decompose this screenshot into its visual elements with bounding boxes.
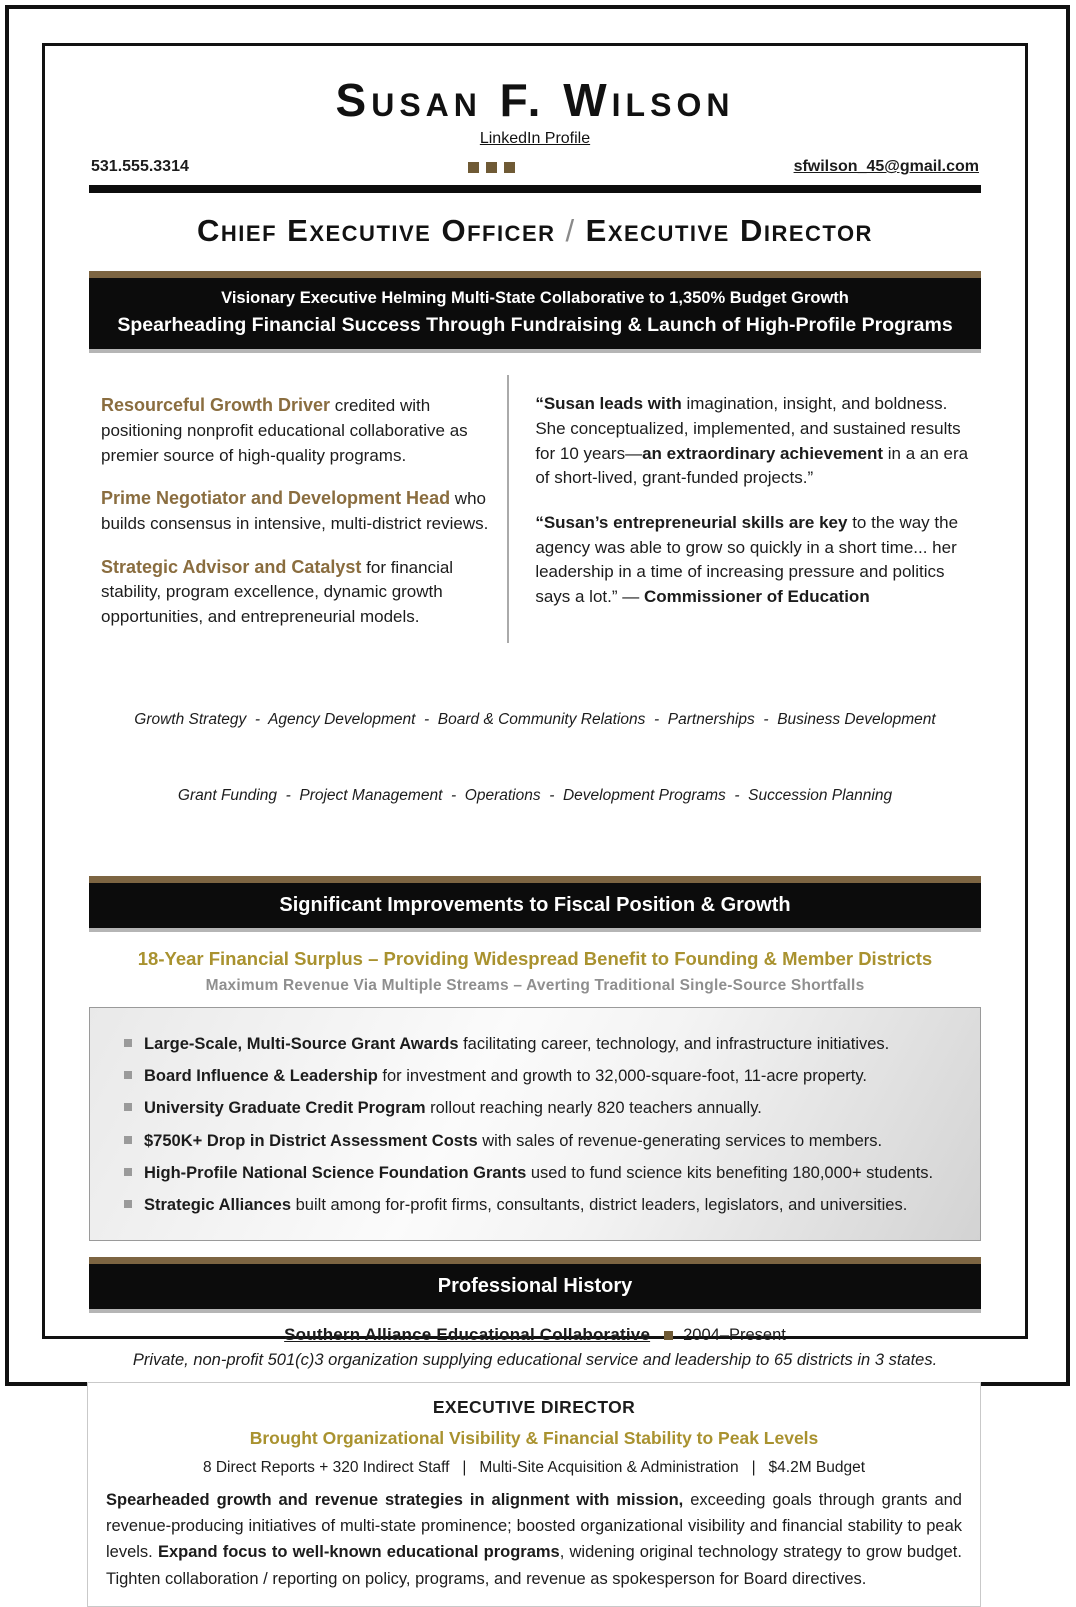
testimonial-quote: “Susan leads with imagination, insight, and boldness. She conceptualized, implemented, and sustained results for 10 years—an extraordinary achievement in a an era of short-lived, grant-funded projects.” — [535, 394, 969, 488]
title-separator: / — [565, 213, 576, 249]
employer-name: Southern Alliance Educational Collaborative — [284, 1324, 651, 1344]
highlight-item: High-Profile National Science Foundation Grants used to fund science kits benefiting 180,000+ students. — [124, 1162, 970, 1184]
bullet-square-icon — [124, 1103, 132, 1111]
testimonial-quote: “Susan’s entrepreneurial skills are key to the way the agency was able to grow so quickly in a short time... her leadership in a time of increasing pressure and politics says a lot.” — Commissioner of Education — [535, 512, 959, 606]
employment-dates: 2004–Present — [683, 1325, 786, 1344]
keyword-line-2: Grant Funding - Project Management - Operations - Development Programs - Succession Planning — [177, 787, 893, 805]
employer-descriptor: Private, non-profit 501(c)3 organization supplying educational service and leadership to 65 districts in 3 states. — [132, 1350, 938, 1369]
fiscal-highlights-box — [89, 1007, 981, 1241]
linkedin-row — [89, 130, 981, 148]
resume-page — [42, 43, 1028, 1588]
role-title: EXECUTIVE DIRECTOR — [432, 1396, 636, 1417]
highlight-item: Strategic Alliances built among for-profit firms, consultants, district leaders, legislators, and universities. — [124, 1194, 970, 1216]
highlight-item: Board Influence & Leadership for investment and growth to 32,000-square-foot, 11-acre property. — [124, 1065, 970, 1087]
headline-banner — [89, 271, 981, 353]
contact-row — [89, 158, 981, 176]
keyword-line-1: Growth Strategy - Agency Development - Board & Community Relations - Partnerships - Business Development — [134, 710, 936, 728]
fiscal-section-title: Significant Improvements to Fiscal Position & Growth — [279, 893, 791, 916]
bullet-square-icon — [124, 1200, 132, 1208]
headline-banner-line1: Visionary Executive Helming Multi-State Collaborative to 1,350% Budget Growth — [221, 289, 849, 308]
bullet-square-icon — [124, 1071, 132, 1079]
role-description: Spearheaded growth and revenue strategies in alignment with mission, exceeding goals through grants and revenue-producing initiatives of multi-state prominence; boosted organizational visibility and financial stability to peak levels. Expand focus to well-known educational programs, widening original technology strategy to grow budget. Tighten collaboration / reporting on policy, programs, and revenue as spokesperson for Board directives. — [106, 1490, 962, 1588]
value-prop: Resourceful Growth Driver credited with positioning nonprofit educational collaborative as premier source of high-quality programs. — [101, 395, 468, 465]
bullet-square-icon — [124, 1168, 132, 1176]
header-divider-squares — [468, 162, 515, 173]
keyword-strip — [89, 655, 981, 860]
employer-row — [89, 1325, 981, 1345]
square-icon — [664, 1331, 673, 1340]
value-prop: Prime Negotiator and Development Head who builds consensus in intensive, multi-district reviews. — [101, 488, 489, 533]
value-prop: Strategic Advisor and Catalyst for financial stability, program excellence, dynamic growth opportunities, and entrepreneurial models. — [101, 556, 454, 626]
quotes-column — [509, 375, 981, 643]
fiscal-gray-subheadline: Maximum Revenue Via Multiple Streams – Averting Traditional Single-Source Shortfalls — [205, 976, 865, 994]
resume-title — [89, 213, 981, 249]
headline-banner-line2: Spearheading Financial Success Through Fundraising & Launch of High-Profile Programs — [117, 314, 953, 337]
highlight-item: University Graduate Credit Program rollout reaching nearly 820 teachers annually. — [124, 1097, 970, 1119]
email-link[interactable]: sfwilson_45@gmail.com — [793, 158, 979, 176]
fiscal-gold-headline: 18-Year Financial Surplus – Providing Widespread Benefit to Founding & Member Districts — [137, 947, 933, 969]
title-right: Executive Director — [585, 213, 873, 249]
candidate-name: Susan F. Wilson — [335, 74, 735, 126]
bullet-square-icon — [124, 1039, 132, 1047]
square-icon — [468, 162, 479, 173]
role-box — [87, 1382, 981, 1607]
highlight-item: $750K+ Drop in District Assessment Costs with sales of revenue-generating services to members. — [124, 1130, 970, 1152]
history-section-banner — [89, 1257, 981, 1313]
square-icon — [504, 162, 515, 173]
highlight-item: Large-Scale, Multi-Source Grant Awards facilitating career, technology, and infrastructure initiatives. — [124, 1033, 970, 1055]
summary-columns — [89, 375, 981, 643]
linkedin-profile-link[interactable]: LinkedIn Profile — [479, 130, 591, 148]
history-section-title: Professional History — [437, 1274, 633, 1297]
phone-number: 531.555.3314 — [91, 158, 189, 176]
fiscal-section-banner — [89, 876, 981, 932]
role-scope: 8 Direct Reports + 320 Indirect Staff | Multi-Site Acquisition & Administration | $4.2M Budget — [202, 1458, 866, 1476]
value-props-column — [89, 375, 507, 643]
role-tagline: Brought Organizational Visibility & Financial Stability to Peak Levels — [249, 1427, 819, 1448]
square-icon — [486, 162, 497, 173]
title-left: Chief Executive Officer — [197, 213, 556, 249]
header-rule — [89, 185, 981, 193]
bullet-square-icon — [124, 1136, 132, 1144]
